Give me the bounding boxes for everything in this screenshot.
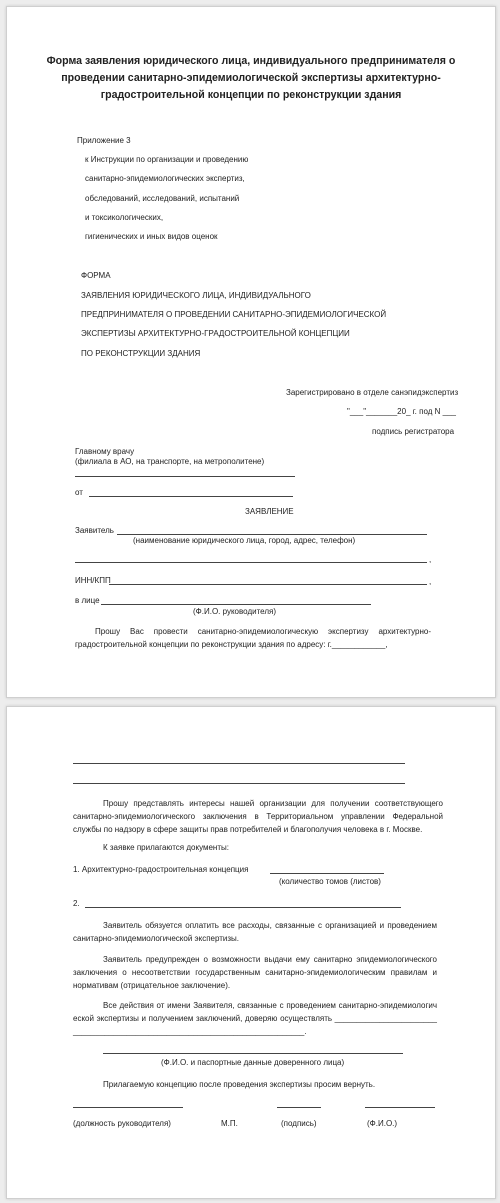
from-label: от [75, 488, 83, 497]
head-fio-hint: (Ф.И.О. руководителя) [193, 607, 276, 616]
appendix-line: к Инструкции по организации и проведению [85, 155, 249, 164]
position-hint: (должность руководителя) [73, 1119, 171, 1128]
branch-name-line [75, 476, 295, 477]
inn-kpp-label: ИНН/КПП [75, 576, 111, 585]
document-page-2 [6, 706, 496, 1199]
request-paragraph: Прошу Вас провести санитарно-эпидемиологическую экспертизу архитектурно-градостроительной концепции по реконструкции здания по адресу: г.____________, [75, 627, 431, 649]
applicant-hint: (наименование юридического лица, город, адрес, телефон) [133, 536, 356, 545]
appendix-line: Приложение 3 [77, 136, 131, 145]
stamp-label: М.П. [221, 1119, 238, 1128]
registered-label: Зарегистрировано в отделе санэпидэкспертиз [286, 388, 459, 397]
chief-doctor-label: Главному врачу [75, 447, 135, 456]
obligation-paragraph: Заявитель обязуется оплатить все расходы, связанные с организацией и проведением санитарно-эпидемиологической экспертизы. [73, 921, 437, 943]
registration-date-line: "___"_______20_ г. под N ___ [347, 407, 456, 416]
document-item-1: 1. Архитектурно-градостроительная концепция [73, 865, 249, 874]
registrar-signature-label: подпись регистратора [372, 427, 455, 436]
address-line [73, 783, 405, 784]
inn-kpp-line [109, 584, 427, 585]
appendix-line: обследований, исследований, испытаний [85, 194, 240, 203]
document-title: Форма заявления юридического лица, индивидуального предпринимателя о проведении санитарно-эпидемиологической экспертизы архитектурно-градостроительной концепции по реконструкции здания [46, 55, 456, 101]
document-item-2: 2. [73, 899, 80, 908]
from-line [89, 496, 293, 497]
position-signature-line [73, 1107, 183, 1108]
warning-paragraph: Заявитель предупрежден о возможности выдачи ему санитарно эпидемиологического заключения о несоответствии государственным санитарно-эпидемиологическим правилам и нормативам (отрицательное заключение). [73, 955, 437, 990]
signature-line [277, 1107, 321, 1108]
proxy-line [103, 1053, 403, 1054]
comma: , [429, 555, 432, 564]
person-line [101, 604, 371, 605]
trust-paragraph: Все действия от имени Заявителя, связанные с проведением санитарно-эпидемиологической экспертизы и получением заключений, доверяю осуществлять ___________________________________________________________________________. [73, 1001, 437, 1036]
appendix-line: санитарно-эпидемиологических экспертиз, [85, 174, 245, 183]
attached-label: К заявке прилагаются документы: [103, 843, 229, 852]
represent-paragraph: Прошу представлять интересы нашей организации для получении соответствующего санитарно-эпидемиологического заключения в Территориальном управлении Федеральной службы по надзору в сфере защиты прав потребителей и благополучия человека в г. Москве. [73, 799, 443, 834]
branch-hint: (филиала в АО, на транспорте, на метрополитене) [75, 457, 265, 466]
volumes-hint: (количество томов (листов) [279, 877, 381, 886]
form-heading-line: ЗАЯВЛЕНИЯ ЮРИДИЧЕСКОГО ЛИЦА, ИНДИВИДУАЛЬНОГО [81, 291, 311, 300]
proxy-hint: (Ф.И.О. и паспортные данные доверенного лица) [161, 1058, 345, 1067]
form-heading-line: ФОРМА [81, 271, 111, 280]
signature-hint: (подпись) [281, 1119, 317, 1128]
applicant-extra-line [75, 562, 427, 563]
comma: , [429, 577, 432, 586]
document-item-1-line [270, 873, 384, 874]
applicant-label: Заявитель [75, 526, 114, 535]
form-heading-line: ПО РЕКОНСТРУКЦИИ ЗДАНИЯ [81, 349, 201, 358]
fio-hint: (Ф.И.О.) [367, 1119, 398, 1128]
return-request: Прилагаемую концепцию после проведения экспертизы просим вернуть. [103, 1080, 376, 1089]
document-item-2-line [85, 907, 401, 908]
applicant-line [117, 534, 427, 535]
fio-signature-line [365, 1107, 435, 1108]
document-page-1 [6, 6, 496, 698]
address-line [73, 763, 405, 764]
statement-heading: ЗАЯВЛЕНИЕ [245, 507, 294, 516]
form-heading-line: ЭКСПЕРТИЗЫ АРХИТЕКТУРНО-ГРАДОСТРОИТЕЛЬНОЙ КОНЦЕПЦИИ [81, 329, 350, 338]
form-heading-line: ПРЕДПРИНИМАТЕЛЯ О ПРОВЕДЕНИИ САНИТАРНО-ЭПИДЕМИОЛОГИЧЕСКОЙ [81, 310, 387, 319]
person-label: в лице [75, 596, 100, 605]
appendix-line: гигиенических и иных видов оценок [85, 232, 218, 241]
appendix-line: и токсикологических, [85, 213, 164, 222]
